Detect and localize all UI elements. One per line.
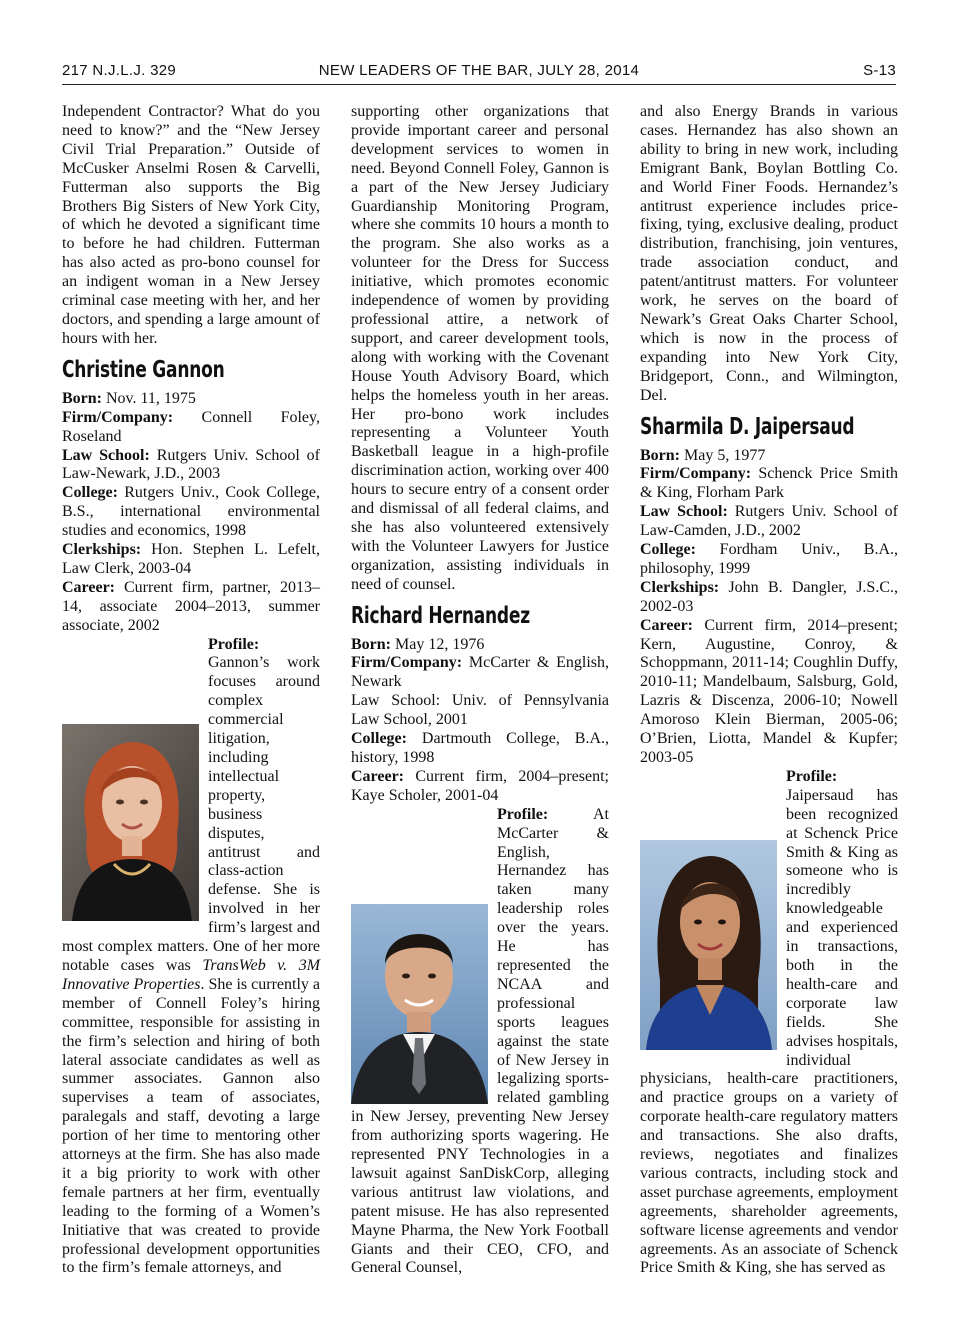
college-line: College: Dartmouth College, B.A., history, 1998 [351,730,610,766]
headshot-christine-gannon [62,724,199,921]
publication-title: NEW LEADERS OF THE BAR, JULY 28, 2014 [318,62,640,79]
column-1 [62,103,320,1278]
firm-line: Firm/Company: Connell Foley, Roseland [62,408,320,445]
firm-line: Firm/Company: Schenck Price Smith & King, Florham Park [640,465,899,502]
clerkships-line: Clerkships: John B. Dangler, J.S.C., 2002-03 [640,578,898,615]
profile-name: Christine Gannon [62,356,225,383]
born-line: Born: Nov. 11, 1975 [62,389,196,407]
law-school-line: Law School: Rutgers Univ. School of Law-Newark, J.D., 2003 [62,446,321,483]
profile-text: Profile: At McCarter & English, Hernandez has taken many leadership roles over the years. He has represented the NCAA and professional sports leagues against the state of New Jersey in legalizing sports-related gambling in New Jersey, preventing New Jersey from authorizing sports wagering. He represented PNY Technologies in a lawsuit against SanDiskCorp, alleging various antitrust law violations, and patent misuse. He has also represented Mayne Pharma, the New York Football Giants and their CEO, CFO, and General Counsel, [351,805,609,1277]
headshot-richard-hernandez [351,904,488,1104]
profile-name: Sharmila D. Jaipersaud [640,413,855,440]
college-line: College: Rutgers Univ., Cook College, B.S., international environmental studies and economics, 1998 [62,484,321,540]
headshot-sharmila-jaipersaud [640,840,777,1050]
page-header [62,62,896,84]
continued-text: supporting other organizations that provide important career and personal development services to women in need. Beyond Connell Foley, Gannon is a part of the New Jersey Judiciary Guardianship Monitoring Program, where she commits 10 hours a month to the program. She also works as a volunteer for the Dress for Success initiative, which promotes economic independence of women by providing professional attire, a network of support, and career development tools, along with working with the Covenant House Youth Advisory Board, which helps the homeless youth in her areas. Her pro-bono work includes representing a Volunteer Youth Basketball league in a high-profile discrimination action, working over 400 hours to secure entry of a consent order and dismissal of all federal claims, and she has also volunteered extensively with the Volunteer Lawyers for Justice organization, assisting individuals in need of counsel. [351,103,609,593]
born-line: Born: May 5, 1977 [640,446,766,464]
header-rule [62,84,896,85]
column-3 [640,103,898,1278]
born-line: Born: May 12, 1976 [351,635,485,653]
citation: 217 N.J.L.J. 329 [62,62,177,79]
law-school-line: Law School: Rutgers Univ. School of Law-Camden, J.D., 2002 [640,503,899,540]
profile-text: Profile: Gannon’s work focuses around complex commercial litigation, including intellectual property, business disputes, antitrust and class-action defense. She is involved in her firm’s largest and most complex matters. One of her more notable cases was TransWeb v. 3M Innovative Properties. She is currently a member of Connell Foley’s hiring committee, responsible for assisting in the firm’s selection and hiring of both lateral associate candidates as well as summer associates. Gannon also supervises a team of associates, paralegals and staff, devoting a large portion of her time to mentoring other attorneys at the firm. She has also made it a big priority to work with other female partners at her firm, eventually leading to the forming of a Women’s Initiative that was created to provide professional development opportunities to the firm’s female attorneys, and [62,635,321,1277]
career-line: Career: Current firm, 2004–present; Kaye Scholer, 2001-04 [351,767,609,804]
college-line: College: Fordham Univ., B.A., philosophy, 1999 [640,541,898,577]
career-line: Career: Current firm, 2014–present; Kern, Augustine, Conroy, & Schoppmann, 2011-14; Coughlin Duffy, 2010-11; Mandelbaum, Salsburg, Gold, Lazris & Discenza, 2006-10; Nowell Amoroso Klein Bierman, 2005-06; O’Brien, Liotta, Mandel & Kupfer; 2003-05 [640,616,898,766]
clerkships-line: Clerkships: Hon. Stephen L. Lefelt, Law Clerk, 2003-04 [62,541,320,577]
firm-line: Firm/Company: McCarter & English, Newark [351,654,609,691]
page-number: S-13 [863,62,896,79]
law-school-line: Law School: Univ. of Pennsylvania Law School, 2001 [351,692,609,729]
continued-text: and also Energy Brands in various cases. Hernandez has also shown an ability to bring in new work, including Emigrant Bank, Boylan Bottling Co. and World Finer Foods. Hernandez’s antitrust experience includes price-fixing, tying, exclusive dealing, product distribution, franchising, join ventures, trade association conduct, and patent/antitrust matters. For volunteer work, he serves on the board of Newark’s Great Oaks Charter School, which is now in the process of expanding into New York City, Bridgeport, Conn., and Wilmington, Del. [640,103,898,404]
continued-text: Independent Contractor? What do you need to know?” and the “New Jersey Civil Trial Preparation.” Outside of McCusker Anselmi Rosen & Carvelli, Futterman also supports the Big Brothers Big Sisters of New York City, of which he devoted a significant time to before he had children. Futterman has also acted as pro-bono counsel for an indigent woman in a New Jersey criminal case meeting with her, and her doctors, and spending a large amount of hours with her. [62,103,320,347]
column-2 [351,103,609,1278]
case-name: TransWeb v. 3M Innovative Properties [62,956,321,993]
profile-name: Richard Hernandez [351,602,530,629]
career-line: Career: Current firm, partner, 2013–14, associate 2004–2013, summer associate, 2002 [62,578,320,634]
profile-text: Profile: Jaipersaud has been recognized at Schenck Price Smith & King as someone who is incredibly knowledgeable and experienced in transactions, both in the health-care and corporate law fields. She advises hospitals, individual physicians, health-care practitioners, and practice groups on a variety of corporate health-care regulatory matters and transactions. She also drafts, reviews, negotiates and finalizes various contracts, including stock and asset purchase agreements, employment agreements, shareholder agreements, software license agreements and vendor agreements. As an associate of Schenck Price Smith & King, she has served as [640,767,898,1277]
